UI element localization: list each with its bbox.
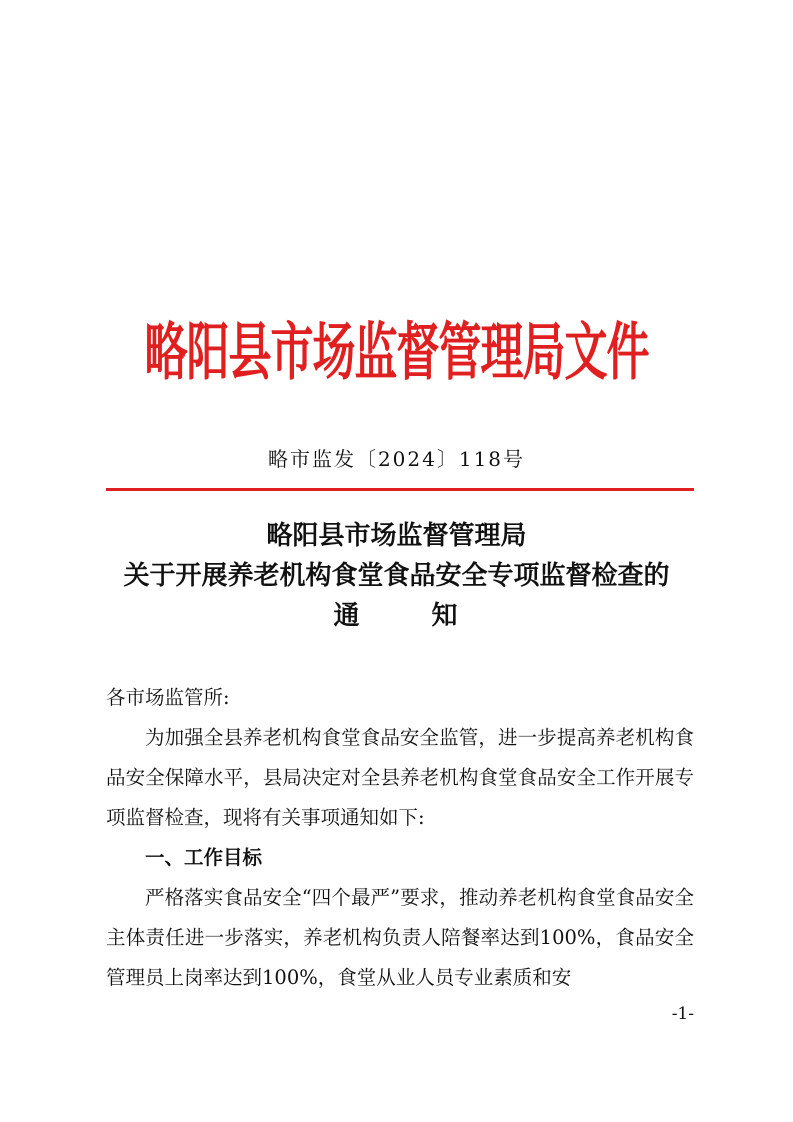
- addressee: 各市场监管所:: [106, 686, 230, 709]
- notice-title-line-3: [0, 596, 793, 636]
- document-header-title: 略阳县市场监督管理局文件: [144, 316, 649, 390]
- section-heading-1: 一、工作目标: [145, 846, 263, 869]
- notice-title-char-1: 通: [333, 601, 362, 631]
- notice-title: [0, 516, 793, 636]
- notice-title-line-2: 关于开展养老机构食堂食品安全专项监督检查的: [123, 561, 670, 591]
- notice-title-char-2: 知: [431, 601, 460, 631]
- document-number: 略市监发〔2024〕118号: [267, 447, 526, 471]
- red-divider-line: [106, 488, 694, 491]
- body-paragraph-2: 严格落实食品安全“四个最严”要求，推动养老机构食堂食品安全主体责任进一步落实，养老机构负责人陪餐率达到100%，食品安全管理员上岗率达到100%，食堂从业人员专业素质和安: [106, 886, 694, 989]
- notice-title-line-1: 略阳县市场监督管理局: [266, 521, 527, 551]
- page-number: -1-: [671, 1004, 694, 1024]
- body-paragraph-1: 为加强全县养老机构食堂食品安全监管，进一步提高养老机构食品安全保障水平，县局决定对全县养老机构食堂食品安全工作开展专项监督检查，现将有关事项通知如下:: [106, 726, 694, 829]
- document-body: [106, 678, 694, 998]
